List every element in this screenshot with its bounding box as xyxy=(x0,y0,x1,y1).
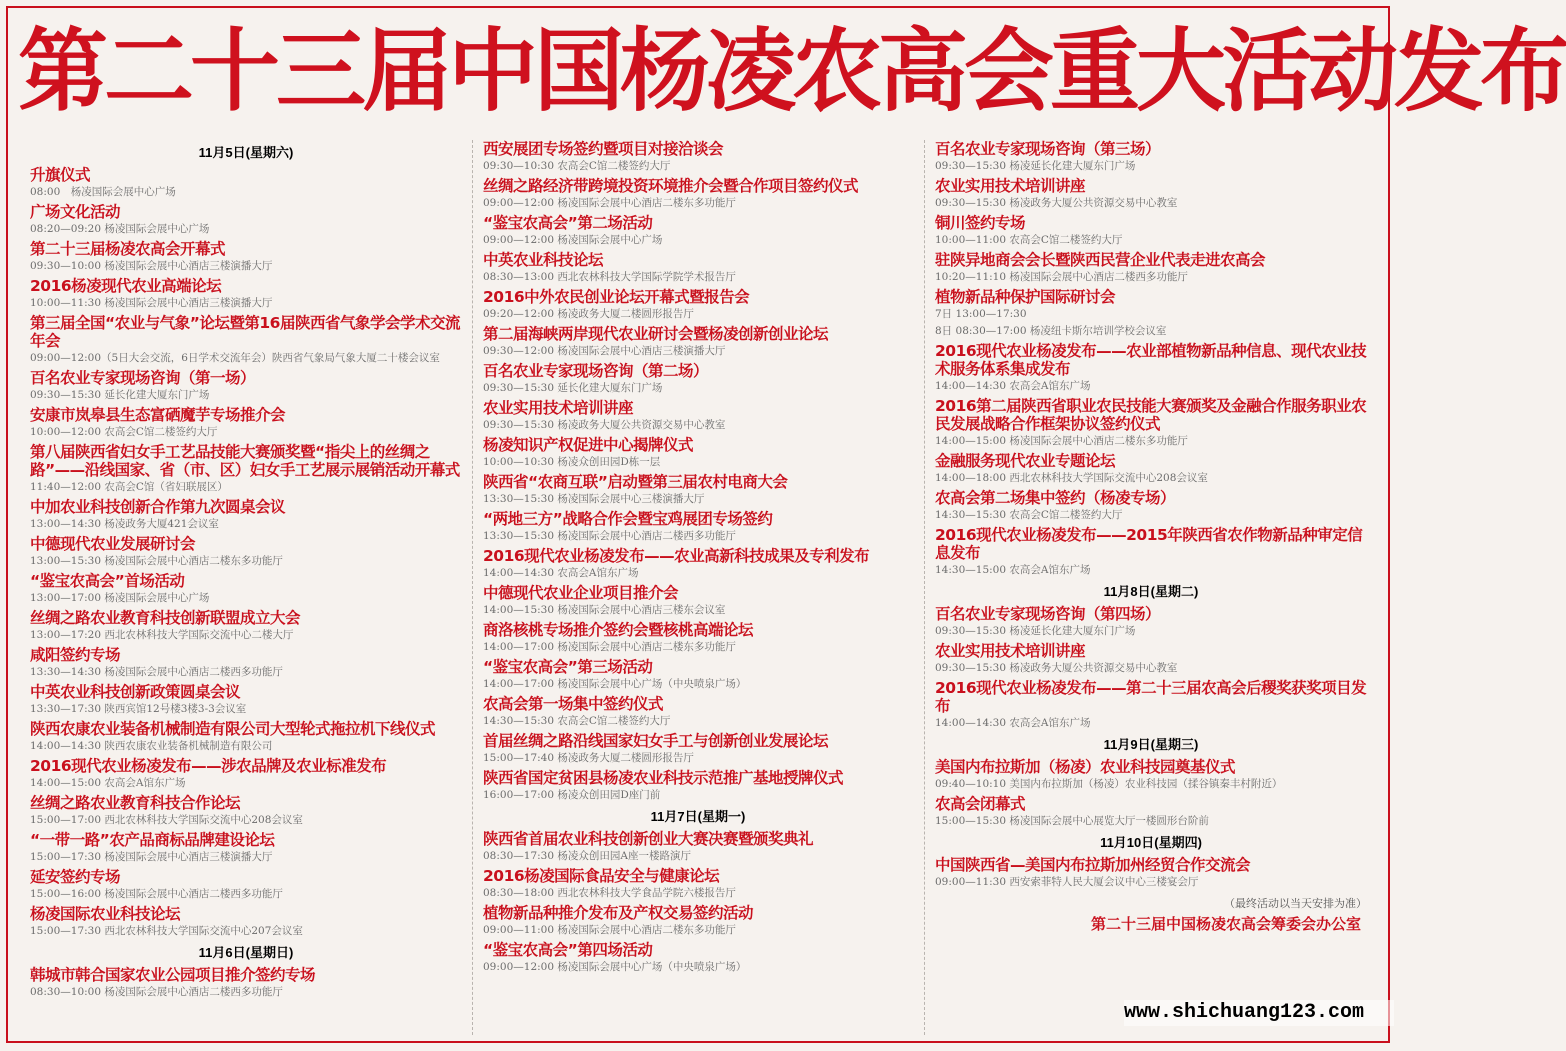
event-time-location: 09:30—15:30 杨凌政务大厦公共资源交易中心教室 xyxy=(483,419,726,431)
event-item xyxy=(30,498,462,533)
event-title: 中英农业科技创新政策圆桌会议 xyxy=(30,683,241,701)
event-item xyxy=(30,166,462,201)
event-item xyxy=(483,584,913,619)
event-time-location: 08:30—13:00 西北农林科技大学国际学院学术报告厅 xyxy=(483,271,736,283)
event-time-location: 16:00—17:00 杨凌众创田园D座门前 xyxy=(483,789,661,801)
event-time-location: 10:00—12:00 农高会C馆二楼签约大厅 xyxy=(30,426,218,438)
event-item xyxy=(483,473,913,508)
event-item xyxy=(30,406,462,441)
event-item xyxy=(483,695,913,730)
event-item xyxy=(483,904,913,939)
event-time-location: 15:00—15:30 杨凌国际会展中心展览大厅一楼圆形台阶前 xyxy=(935,815,1209,827)
event-item xyxy=(483,325,913,360)
event-title: 西安展团专场签约暨项目对接洽谈会 xyxy=(483,140,724,158)
event-title: 陕西农康农业装备机械制造有限公司大型轮式拖拉机下线仪式 xyxy=(30,720,436,738)
event-title: 中加农业科技创新合作第九次圆桌会议 xyxy=(30,498,286,516)
event-title: 百名农业专家现场咨询（第二场） xyxy=(483,362,709,380)
event-title: 第二届海峡两岸现代农业研讨会暨杨凌创新创业论坛 xyxy=(483,325,829,343)
event-item xyxy=(935,214,1367,249)
event-title: 2016杨凌现代农业高端论坛 xyxy=(30,277,222,295)
event-title: 延安签约专场 xyxy=(30,868,121,886)
event-time-location: 14:00—15:30 杨凌国际会展中心酒店三楼东会议室 xyxy=(483,604,726,616)
event-time-location: 09:20—12:00 杨凌政务大厦二楼圆形报告厅 xyxy=(483,308,694,320)
event-item xyxy=(30,966,462,1001)
event-time-location: 08:30—17:30 杨凌众创田园A座一楼路演厅 xyxy=(483,850,691,862)
event-item xyxy=(30,794,462,829)
event-time-location: 09:00—12:00（5日大会交流，6日学术交流年会）陕西省气象局气象大厦二十楼会议室 xyxy=(30,352,440,364)
event-item xyxy=(30,683,462,718)
event-item xyxy=(30,240,462,275)
event-item xyxy=(935,795,1367,830)
event-item xyxy=(935,177,1367,212)
event-item xyxy=(30,905,462,940)
event-title: 丝绸之路农业教育科技合作论坛 xyxy=(30,794,241,812)
event-item xyxy=(30,203,462,238)
event-title: 百名农业专家现场咨询（第四场） xyxy=(935,605,1161,623)
column-divider xyxy=(472,140,473,1035)
event-title: 农高会第二场集中签约（杨凌专场） xyxy=(935,489,1176,507)
event-title: 中国陕西省—美国内布拉斯加州经贸合作交流会 xyxy=(935,856,1251,874)
event-time-location: 15:00—16:00 杨凌国际会展中心酒店二楼西多功能厅 xyxy=(30,888,283,900)
event-title: 百名农业专家现场咨询（第一场） xyxy=(30,369,256,387)
event-title: 百名农业专家现场咨询（第三场） xyxy=(935,140,1161,158)
event-title: 2016第二届陕西省职业农民技能大赛颁奖及金融合作服务职业农民发展战略合作框架协议签约仪式 xyxy=(935,397,1367,433)
event-title: 第二十三届杨凌农高会开幕式 xyxy=(30,240,226,258)
event-item xyxy=(935,758,1367,793)
event-item xyxy=(30,609,462,644)
event-title: “鉴宝农高会”第三场活动 xyxy=(483,658,653,676)
event-time-location: 13:00—17:20 西北农林科技大学国际交流中心二楼大厅 xyxy=(30,629,294,641)
page-headline: 第二十三届中国杨凌农高会重大活动发布 xyxy=(18,19,1566,124)
event-time-location: 14:00—14:30 陕西农康农业装备机械制造有限公司 xyxy=(30,740,273,752)
event-item xyxy=(30,535,462,570)
event-item xyxy=(935,251,1367,286)
event-item xyxy=(483,867,913,902)
event-time-location: 13:30—14:30 杨凌国际会展中心酒店二楼西多功能厅 xyxy=(30,666,283,678)
event-item xyxy=(483,658,913,693)
event-item xyxy=(483,941,913,976)
event-title: 广场文化活动 xyxy=(30,203,121,221)
event-time-location: 09:00—12:00 杨凌国际会展中心广场（中央喷泉广场） xyxy=(483,961,747,973)
event-title: 中德现代农业发展研讨会 xyxy=(30,535,196,553)
event-item xyxy=(30,277,462,312)
event-item xyxy=(935,397,1367,450)
event-title: 2016现代农业杨凌发布——农业高新科技成果及专利发布 xyxy=(483,547,870,565)
event-title: 植物新品种推介发布及产权交易签约活动 xyxy=(483,904,754,922)
schedule-column-2 xyxy=(483,140,913,1040)
event-item xyxy=(483,177,913,212)
event-title: 韩城市韩合国家农业公园项目推介签约专场 xyxy=(30,966,316,984)
event-title: 杨凌国际农业科技论坛 xyxy=(30,905,181,923)
event-item xyxy=(935,489,1367,524)
site-watermark: www.shichuang123.com xyxy=(1124,1000,1394,1026)
event-time-location: 09:30—15:30 延长化建大厦东门广场 xyxy=(30,389,210,401)
event-item xyxy=(483,547,913,582)
event-item xyxy=(935,342,1367,395)
event-item xyxy=(483,214,913,249)
event-item xyxy=(935,452,1367,487)
event-title: 陕西省首届农业科技创新创业大赛决赛暨颁奖典礼 xyxy=(483,830,814,848)
event-item xyxy=(30,720,462,755)
event-title: 首届丝绸之路沿线国家妇女手工与创新创业发展论坛 xyxy=(483,732,829,750)
date-heading: 11月10日(星期四) xyxy=(1100,835,1202,850)
event-title: 农业实用技术培训讲座 xyxy=(935,177,1086,195)
event-time-location: 14:00—18:00 西北农林科技大学国际交流中心208会议室 xyxy=(935,472,1208,484)
event-title: “鉴宝农高会”第四场活动 xyxy=(483,941,653,959)
event-time-location: 08:00 杨凌国际会展中心广场 xyxy=(30,186,176,198)
event-item xyxy=(483,288,913,323)
event-item xyxy=(30,831,462,866)
event-time-location: 15:00—17:30 西北农林科技大学国际交流中心207会议室 xyxy=(30,925,303,937)
event-time-location: 09:30—15:30 延长化建大厦东门广场 xyxy=(483,382,663,394)
event-title: 铜川签约专场 xyxy=(935,214,1026,232)
event-item xyxy=(483,251,913,286)
event-title: “鉴宝农高会”第二场活动 xyxy=(483,214,653,232)
event-item xyxy=(30,646,462,681)
event-item xyxy=(30,443,462,496)
event-title: 2016杨凌国际食品安全与健康论坛 xyxy=(483,867,720,885)
event-item xyxy=(483,769,913,804)
event-title: 2016现代农业杨凌发布——2015年陕西省农作物新品种审定信息发布 xyxy=(935,526,1363,562)
event-title: 金融服务现代农业专题论坛 xyxy=(935,452,1116,470)
event-time-location: 10:00—11:00 农高会C馆二楼签约大厅 xyxy=(935,234,1123,246)
event-time-location: 13:00—17:00 杨凌国际会展中心广场 xyxy=(30,592,210,604)
event-time-location: 08:30—10:00 杨凌国际会展中心酒店二楼西多功能厅 xyxy=(30,986,283,998)
event-title: 杨凌知识产权促进中心揭牌仪式 xyxy=(483,436,694,454)
event-time-location: 14:30—15:30 农高会C馆二楼签约大厅 xyxy=(483,715,671,727)
event-time-location: 15:00—17:30 杨凌国际会展中心酒店三楼演播大厅 xyxy=(30,851,273,863)
event-title: “两地三方”战略合作会暨宝鸡展团专场签约 xyxy=(483,510,773,528)
event-title: 农高会闭幕式 xyxy=(935,795,1026,813)
event-item xyxy=(483,140,913,175)
event-title: 中德现代农业企业项目推介会 xyxy=(483,584,679,602)
event-time-location: 09:30—15:30 杨凌政务大厦公共资源交易中心教室 xyxy=(935,197,1178,209)
event-title: 商洛核桃专场推介签约会暨核桃高端论坛 xyxy=(483,621,754,639)
event-title: 2016现代农业杨凌发布——农业部植物新品种信息、现代农业技术服务体系集成发布 xyxy=(935,342,1367,378)
event-time-location: 14:00—14:30 农高会A馆东广场 xyxy=(483,567,639,579)
event-time-location: 09:00—11:00 杨凌国际会展中心酒店二楼东多功能厅 xyxy=(483,924,736,936)
event-item xyxy=(483,510,913,545)
event-time-location: 09:30—15:30 杨凌延长化建大厦东门广场 xyxy=(935,160,1136,172)
event-item xyxy=(483,621,913,656)
event-time-location: 14:00—17:00 杨凌国际会展中心酒店二楼东多功能厅 xyxy=(483,641,736,653)
event-item xyxy=(30,369,462,404)
event-time-location: 10:20—11:10 杨凌国际会展中心酒店二楼西多功能厅 xyxy=(935,271,1188,283)
event-item xyxy=(935,642,1367,677)
event-time-location: 14:00—15:00 杨凌国际会展中心酒店二楼东多功能厅 xyxy=(935,435,1188,447)
event-title: 2016现代农业杨凌发布——涉农品牌及农业标准发布 xyxy=(30,757,387,775)
event-title: 咸阳签约专场 xyxy=(30,646,121,664)
event-item xyxy=(30,572,462,607)
event-time-location: 13:00—15:30 杨凌国际会展中心酒店二楼东多功能厅 xyxy=(30,555,283,567)
event-item xyxy=(935,605,1367,640)
event-time-location: 13:30—15:30 杨凌国际会展中心三楼演播大厅 xyxy=(483,493,705,505)
event-item xyxy=(935,856,1367,891)
event-item xyxy=(483,399,913,434)
organizer-signature: 第二十三届中国杨凌农高会筹委会办公室 xyxy=(1090,915,1361,933)
event-title: 中英农业科技论坛 xyxy=(483,251,604,269)
event-title: 陕西省“农商互联”启动暨第三届农村电商大会 xyxy=(483,473,788,491)
event-time-location: 09:30—10:30 农高会C馆二楼签约大厅 xyxy=(483,160,671,172)
date-heading: 11月5日(星期六) xyxy=(198,145,294,160)
event-item xyxy=(935,140,1367,175)
event-title: “一带一路”农产品商标品牌建设论坛 xyxy=(30,831,275,849)
event-title: 2016中外农民创业论坛开幕式暨报告会 xyxy=(483,288,750,306)
schedule-column-3 xyxy=(935,140,1367,1040)
event-title: 丝绸之路农业教育科技创新联盟成立大会 xyxy=(30,609,301,627)
event-title: 升旗仪式 xyxy=(30,166,91,184)
event-time-location: 7日 13:00—17:30 xyxy=(935,308,1027,320)
event-time-location: 14:00—15:00 农高会A馆东广场 xyxy=(30,777,186,789)
schedule-column-1 xyxy=(30,140,462,1040)
event-title: “鉴宝农高会”首场活动 xyxy=(30,572,185,590)
event-time-location: 10:00—10:30 杨凌众创田园D栋一层 xyxy=(483,456,661,468)
event-item xyxy=(935,288,1367,340)
date-heading: 11月6日(星期日) xyxy=(198,945,294,960)
event-item xyxy=(30,757,462,792)
event-time-location: 10:00—11:30 杨凌国际会展中心酒店三楼演播大厅 xyxy=(30,297,273,309)
event-item xyxy=(483,362,913,397)
event-title: 驻陕异地商会会长暨陕西民营企业代表走进农高会 xyxy=(935,251,1266,269)
event-title: 美国内布拉斯加（杨凌）农业科技园奠基仪式 xyxy=(935,758,1236,776)
event-title: 农业实用技术培训讲座 xyxy=(935,642,1086,660)
event-time-location: 13:30—15:30 杨凌国际会展中心酒店二楼西多功能厅 xyxy=(483,530,736,542)
date-heading: 11月8日(星期二) xyxy=(1103,584,1199,599)
event-title: 植物新品种保护国际研讨会 xyxy=(935,288,1116,306)
event-title: 第三届全国“农业与气象”论坛暨第16届陕西省气象学会学术交流年会 xyxy=(30,314,460,350)
event-time-location: 14:30—15:30 农高会C馆二楼签约大厅 xyxy=(935,509,1123,521)
date-heading: 11月9日(星期三) xyxy=(1103,737,1199,752)
event-time-location: 14:00—14:30 农高会A馆东广场 xyxy=(935,380,1091,392)
event-time-location: 09:30—15:30 杨凌政务大厦公共资源交易中心教室 xyxy=(935,662,1178,674)
event-time-location: 14:30—15:00 农高会A馆东广场 xyxy=(935,564,1091,576)
event-time-location: 09:30—10:00 杨凌国际会展中心酒店三楼演播大厅 xyxy=(30,260,273,272)
event-time-location: 15:00—17:00 西北农林科技大学国际交流中心208会议室 xyxy=(30,814,303,826)
event-item xyxy=(935,526,1367,579)
event-time-location: 13:30—17:30 陕西宾馆12号楼3楼3-3会议室 xyxy=(30,703,247,715)
event-title: 2016现代农业杨凌发布——第二十三届农高会后稷奖获奖项目发布 xyxy=(935,679,1367,715)
event-time-location: 08:30—18:00 西北农林科技大学食品学院六楼报告厅 xyxy=(483,887,736,899)
column-divider xyxy=(924,140,925,1035)
event-item xyxy=(483,436,913,471)
event-time-location: 15:00—17:40 杨凌政务大厦二楼圆形报告厅 xyxy=(483,752,694,764)
event-title: 丝绸之路经济带跨境投资环境推介会暨合作项目签约仪式 xyxy=(483,177,859,195)
event-time-location: 09:00—11:30 西安索菲特人民大厦会议中心三楼宴会厅 xyxy=(935,876,1199,888)
event-item xyxy=(483,732,913,767)
event-time-location: 8日 08:30—17:00 杨凌纽卡斯尔培训学校会议室 xyxy=(935,325,1167,337)
event-time-location: 09:30—15:30 杨凌延长化建大厦东门广场 xyxy=(935,625,1136,637)
event-time-location: 11:40—12:00 农高会C馆（省妇联展区） xyxy=(30,481,228,493)
event-item xyxy=(30,868,462,903)
event-item xyxy=(935,679,1367,732)
event-time-location: 09:00—12:00 杨凌国际会展中心广场 xyxy=(483,234,663,246)
event-title: 安康市岚皋县生态富硒魔芋专场推介会 xyxy=(30,406,286,424)
event-title: 陕西省国定贫困县杨凌农业科技示范推广基地授牌仪式 xyxy=(483,769,844,787)
event-time-location: 08:20—09:20 杨凌国际会展中心广场 xyxy=(30,223,210,235)
event-time-location: 13:00—14:30 杨凌政务大厦421会议室 xyxy=(30,518,219,530)
event-time-location: 09:40—10:10 美国内布拉斯加（杨凌）农业科技园（揉谷镇秦丰村附近） xyxy=(935,778,1283,790)
date-heading: 11月7日(星期一) xyxy=(650,809,746,824)
event-time-location: 14:00—17:00 杨凌国际会展中心广场（中央喷泉广场） xyxy=(483,678,747,690)
event-title: 农高会第一场集中签约仪式 xyxy=(483,695,664,713)
event-time-location: 09:30—12:00 杨凌国际会展中心酒店三楼演播大厅 xyxy=(483,345,726,357)
event-time-location: 09:00—12:00 杨凌国际会展中心酒店二楼东多功能厅 xyxy=(483,197,736,209)
schedule-note: （最终活动以当天安排为准） xyxy=(1224,897,1367,910)
event-title: 农业实用技术培训讲座 xyxy=(483,399,634,417)
event-item xyxy=(30,314,462,367)
event-time-location: 14:00—14:30 农高会A馆东广场 xyxy=(935,717,1091,729)
event-item xyxy=(483,830,913,865)
event-title: 第八届陕西省妇女手工艺品技能大赛颁奖暨“指尖上的丝绸之路”——沿线国家、省（市、区）妇女手工艺展示展销活动开幕式 xyxy=(30,443,460,479)
